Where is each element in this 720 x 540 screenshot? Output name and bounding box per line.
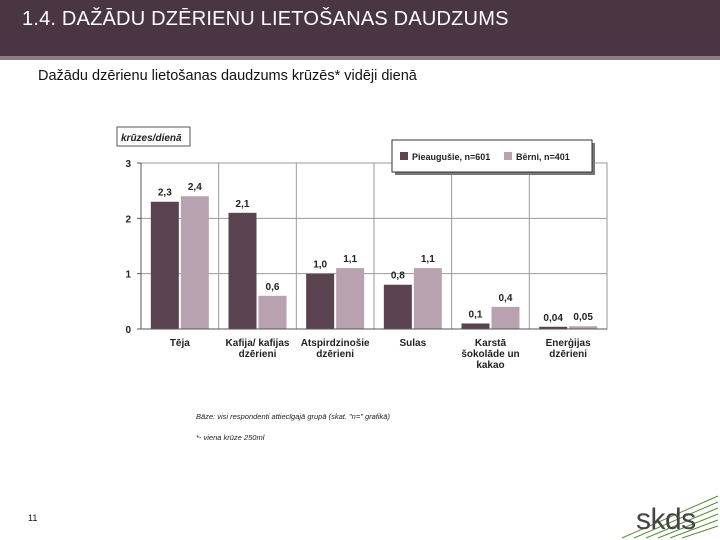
data-label: 1,1: [420, 254, 435, 266]
page-number: 11: [28, 513, 38, 523]
data-label: 0,8: [390, 270, 405, 282]
legend-label: Bērni, n=401: [516, 152, 570, 162]
bar: [384, 285, 412, 329]
data-label: 0,6: [265, 281, 280, 293]
x-tick-label: kakao: [476, 360, 505, 371]
x-tick-label: dzērieni: [549, 349, 588, 360]
legend-label: Pieaugušie, n=601: [412, 152, 491, 162]
bar: [259, 296, 287, 329]
y-tick-label: 3: [125, 159, 131, 170]
skds-logo: skds: [636, 503, 696, 536]
data-label: 2,3: [157, 187, 172, 199]
x-tick-label: dzērieni: [238, 349, 277, 360]
base-note: Bāze: visi respondenti attiecīgajā grupā (skat. "n=" grafikā): [196, 412, 390, 421]
y-tick-label: 0: [125, 325, 131, 336]
x-tick-label: Sulas: [399, 338, 427, 349]
bar: [151, 202, 179, 329]
x-tick-label: Enerģijas: [545, 338, 591, 349]
y-tick-label: 2: [125, 214, 131, 226]
y-axis-label: krūzes/dienā: [121, 133, 182, 144]
x-tick-label: Tēja: [169, 338, 190, 349]
x-tick-label: dzērieni: [316, 349, 355, 360]
data-label: 0,1: [468, 309, 483, 321]
bar: [229, 213, 257, 329]
x-tick-label: Karstā: [474, 338, 507, 349]
bar: [414, 268, 442, 329]
data-label: 0,4: [498, 292, 513, 304]
bar: [462, 323, 490, 329]
data-label: 2,4: [187, 182, 202, 194]
y-tick-label: 1: [125, 269, 131, 281]
bar: [181, 196, 209, 329]
bar: [306, 274, 334, 329]
legend-swatch: [400, 152, 408, 160]
data-label: 0,04: [543, 312, 563, 324]
legend-swatch: [504, 152, 512, 160]
data-label: 1,0: [313, 259, 328, 271]
chart-subtitle: Dažādu dzērienu lietošanas daudzums krūzēs* vidēji dienā: [38, 68, 417, 84]
data-label: 1,1: [343, 254, 358, 266]
x-tick-label: Kafija/ kafijas: [225, 338, 290, 349]
x-tick-label: Atspirdzinošie: [300, 338, 370, 349]
data-label: 0,05: [573, 312, 593, 324]
cup-note: *- viena krūze 250ml: [196, 433, 265, 442]
data-label: 2,1: [235, 198, 250, 210]
x-tick-label: šokolāde un: [461, 349, 520, 360]
bar: [492, 307, 520, 329]
bar: [336, 268, 364, 329]
plot-area: [125, 140, 607, 371]
page-title: 1.4. DAŽĀDU DZĒRIENU LIETOŠANAS DAUDZUMS: [22, 8, 509, 30]
